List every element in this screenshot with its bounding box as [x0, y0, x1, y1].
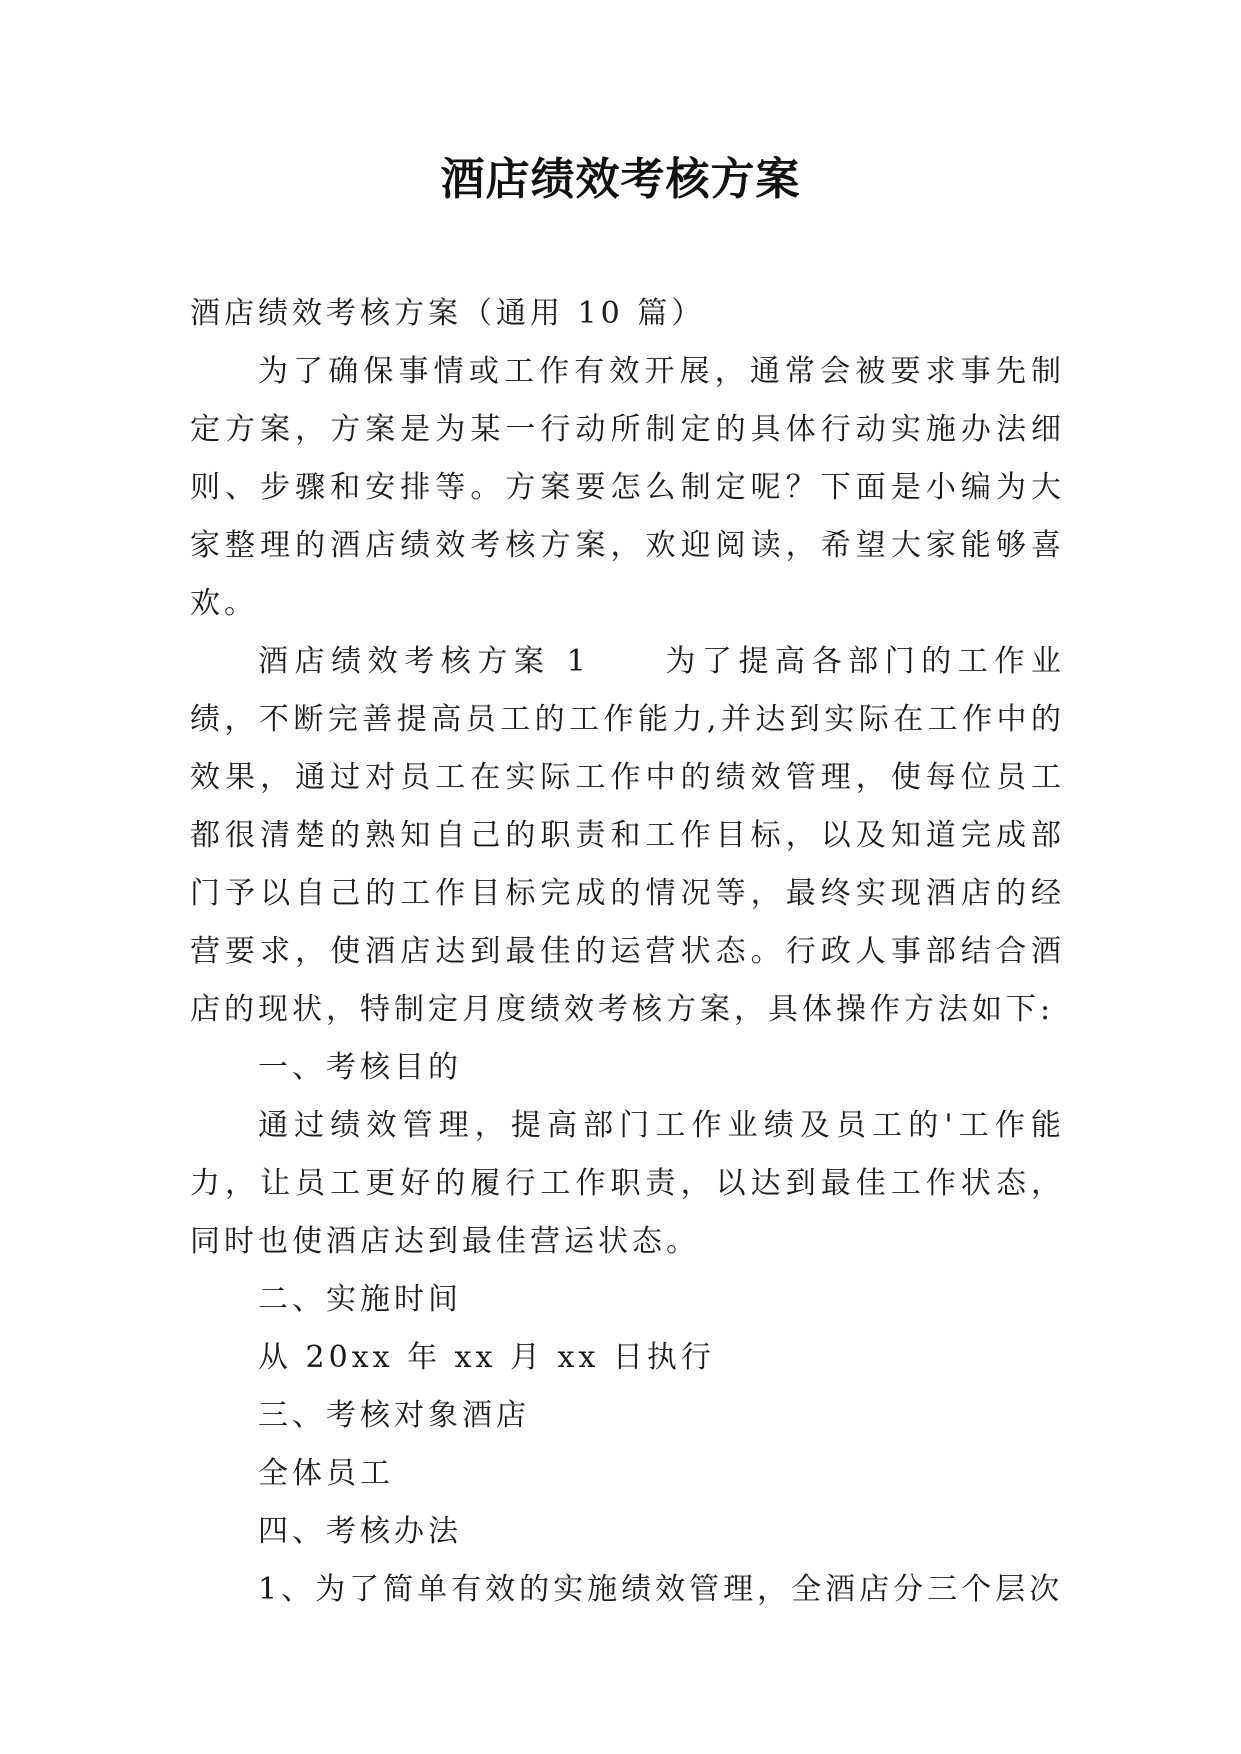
paragraph-section-1: 通过绩效管理，提高部门工作业绩及员工的'工作能力，让员工更好的履行工作职责，以达到最佳工作状态，同时也使酒店达到最佳营运状态。	[190, 1108, 1065, 1259]
paragraph-intro: 为了确保事情或工作有效开展，通常会被要求事先制定方案，方案是为某一行动所制定的具体行动实施办法细则、步骤和安排等。方案要怎么制定呢？下面是小编为大家整理的酒店绩效考核方案，欢迎阅读，希望大家能够喜欢。	[190, 354, 1065, 621]
paragraph-section-4: 1、为了简单有效的实施绩效管理，全酒店分三个层次	[258, 1572, 1064, 1607]
document-body	[190, 285, 1065, 1619]
heading-section-3: 三、考核对象酒店	[258, 1398, 530, 1433]
paragraph-section-2: 从 20xx 年 xx 月 xx 日执行	[258, 1340, 715, 1375]
paragraph-section-3: 全体员工	[258, 1456, 394, 1491]
paragraph-plan-1: 酒店绩效考核方案 1 为了提高各部门的工作业绩，不断完善提高员工的工作能力,并达到实际在工作中的效果，通过对员工在实际工作中的绩效管理，使每位员工都很清楚的熟知自己的职责和工作目标，以及知道完成部门予以自己的工作目标完成的情况等，最终实现酒店的经营要求，使酒店达到最佳的运营状态。行政人事部结合酒店的现状，特制定月度绩效考核方案，具体操作方法如下:	[190, 644, 1065, 1027]
heading-section-4: 四、考核办法	[258, 1514, 462, 1549]
document-subtitle: 酒店绩效考核方案（通用 10 篇）	[190, 296, 706, 331]
document-title: 酒店绩效考核方案	[440, 154, 801, 205]
heading-section-1: 一、考核目的	[258, 1050, 462, 1085]
heading-section-2: 二、实施时间	[258, 1282, 462, 1317]
